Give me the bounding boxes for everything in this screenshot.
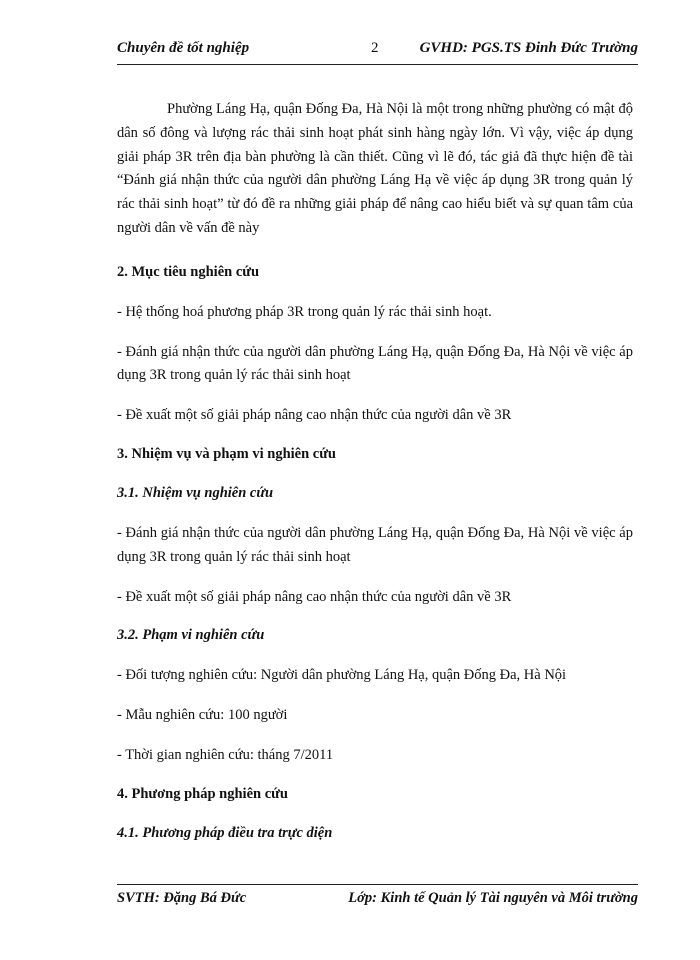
header-document-type: Chuyên đề tốt nghiệp bbox=[117, 40, 250, 56]
header-rule bbox=[117, 64, 638, 65]
section-4-heading: 4. Phương pháp nghiên cứu bbox=[117, 785, 288, 802]
section-2-item-3: - Đề xuất một số giải pháp nâng cao nhận thức của người dân về 3R bbox=[117, 407, 512, 424]
section-2-item-2: - Đánh giá nhận thức của người dân phường Láng Hạ, quận Đống Đa, Hà Nội về việc áp dụng 3R trong quản lý rác thải sinh hoạt bbox=[117, 343, 633, 384]
section-3-2-item-3: - Thời gian nghiên cứu: tháng 7/2011 bbox=[117, 746, 334, 763]
section-3-1-item-2: - Đề xuất một số giải pháp nâng cao nhận thức của người dân về 3R bbox=[117, 588, 512, 605]
section-2-heading: 2. Mục tiêu nghiên cứu bbox=[117, 263, 260, 280]
page-header bbox=[117, 40, 638, 62]
section-3-1-item-1: - Đánh giá nhận thức của người dân phường Láng Hạ, quận Đống Đa, Hà Nội về việc áp dụng 3R trong quản lý rác thải sinh hoạt bbox=[117, 524, 633, 565]
intro-paragraph: Phường Láng Hạ, quận Đống Đa, Hà Nội là một trong những phường có mật độ dân số đông và lượng rác thải sinh hoạt phát sinh hàng ngày lớn. Vì vậy, việc áp dụng giải pháp 3R trên địa bàn phường là cần thiết. Cũng vì lẽ đó, tác giả đã thực hiện đề tài “Đánh giá nhận thức của người dân phường Láng Hạ về việc áp dụng 3R trong quản lý rác thải sinh hoạt” từ đó đề ra những giải pháp để nâng cao hiểu biết và sự quan tâm của người dân về vấn đề này bbox=[117, 101, 633, 236]
footer-student: SVTH: Đặng Bá Đức bbox=[117, 890, 247, 906]
section-3-1-heading: 3.1. Nhiệm vụ nghiên cứu bbox=[117, 484, 274, 501]
section-2-item-1: - Hệ thống hoá phương pháp 3R trong quản lý rác thải sinh hoạt. bbox=[117, 303, 492, 320]
section-3-2-item-2: - Mẫu nghiên cứu: 100 người bbox=[117, 707, 288, 724]
footer-rule bbox=[117, 884, 638, 885]
page-number: 2 bbox=[371, 40, 379, 56]
header-advisor: GVHD: PGS.TS Đinh Đức Trường bbox=[419, 40, 638, 56]
page-body bbox=[117, 98, 633, 862]
section-3-2-item-1: - Đối tượng nghiên cứu: Người dân phường Láng Hạ, quận Đống Đa, Hà Nội bbox=[117, 667, 567, 684]
section-3-2-heading: 3.2. Phạm vi nghiên cứu bbox=[117, 627, 265, 644]
section-3-heading: 3. Nhiệm vụ và phạm vi nghiên cứu bbox=[117, 445, 336, 462]
section-4-1-heading: 4.1. Phương pháp điều tra trực diện bbox=[117, 824, 333, 841]
footer-class: Lớp: Kinh tế Quản lý Tài nguyên và Môi trường bbox=[348, 890, 638, 906]
